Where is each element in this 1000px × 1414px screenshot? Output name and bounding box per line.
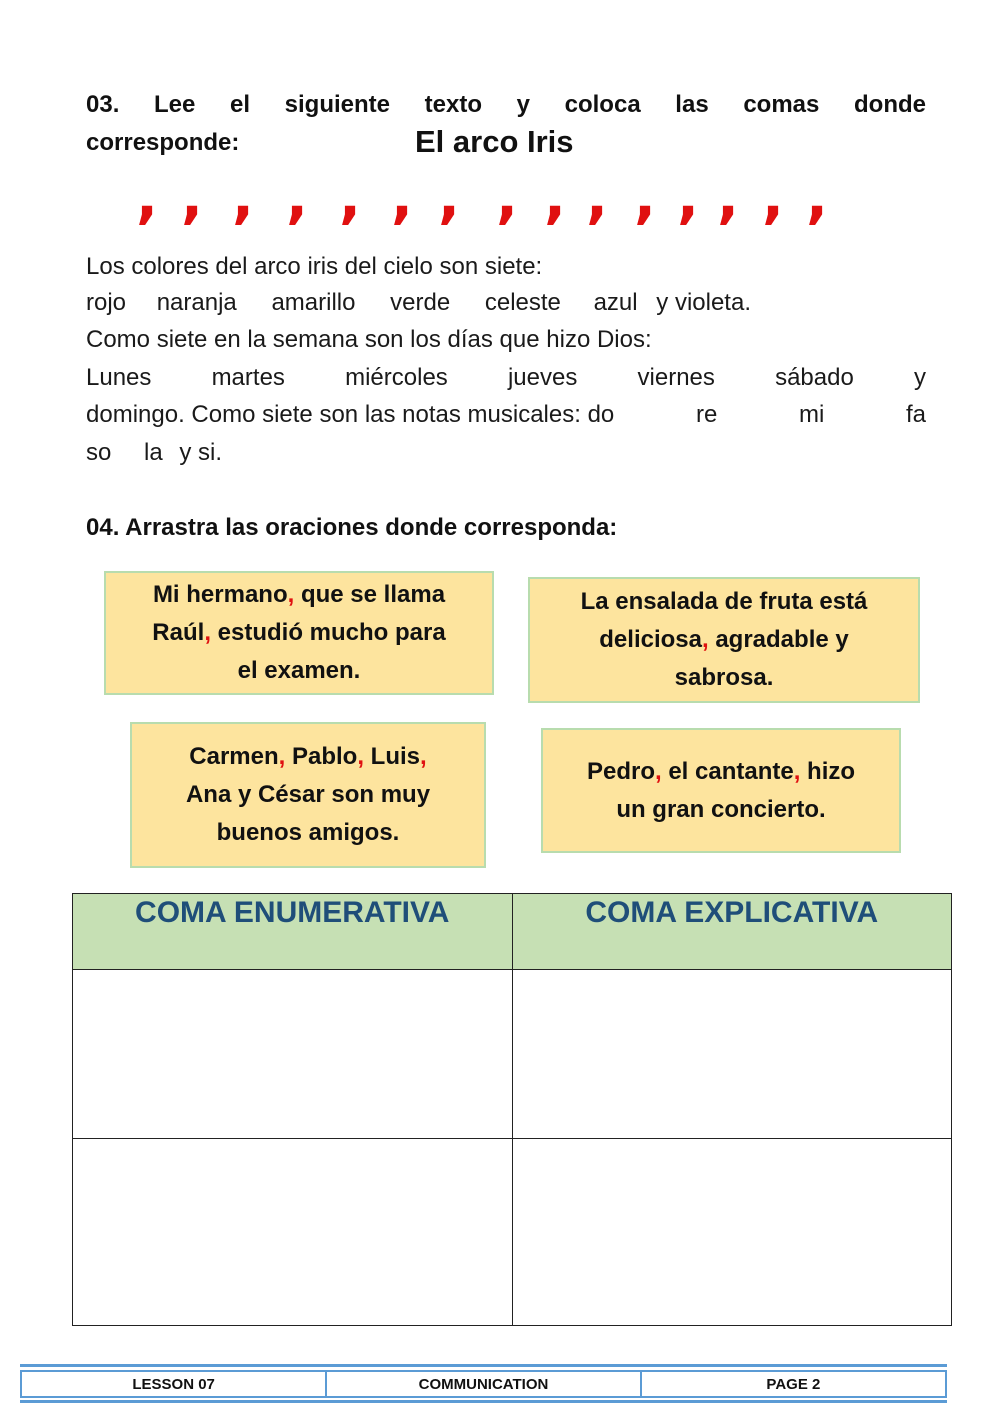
highlighted-comma: , xyxy=(654,757,662,785)
poem-word: naranja xyxy=(156,289,237,316)
drop-zone-enumerativa-2[interactable] xyxy=(73,1139,513,1326)
drop-zone-explicativa-2[interactable] xyxy=(512,1139,952,1326)
sentence-card-text xyxy=(581,583,868,697)
draggable-comma[interactable]: , xyxy=(634,163,657,231)
drop-zone-enumerativa-1[interactable] xyxy=(73,970,513,1139)
draggable-comma[interactable]: , xyxy=(391,163,414,231)
card-text: Ana y César son muy xyxy=(185,781,431,808)
footer-rule xyxy=(20,1400,947,1403)
card-text: buenos amigos. xyxy=(216,819,400,846)
highlighted-comma: , xyxy=(287,581,295,608)
highlighted-comma: , xyxy=(278,743,286,770)
card-text: agradable y xyxy=(708,626,849,653)
poem-word: amarillo xyxy=(271,289,356,316)
draggable-comma[interactable]: , xyxy=(339,163,362,231)
poem-word: y si. xyxy=(179,439,223,466)
draggable-comma[interactable]: , xyxy=(717,163,740,231)
highlighted-comma: , xyxy=(204,619,211,646)
exercise-4-title: 04. Arrastra las oraciones donde corresponda: xyxy=(86,514,618,541)
drop-zone-explicativa-1[interactable] xyxy=(512,970,952,1139)
draggable-comma[interactable]: , xyxy=(496,163,519,231)
card-text: La ensalada de fruta está xyxy=(580,588,868,615)
sentence-card-ensalada[interactable] xyxy=(528,577,920,703)
poem-word: verde xyxy=(390,289,451,316)
sentence-card-carmen[interactable] xyxy=(130,722,486,868)
footer-subject: COMMUNICATION xyxy=(326,1371,641,1397)
card-text: el cantante xyxy=(661,757,794,785)
poem-word: so xyxy=(86,439,112,466)
table-row xyxy=(73,970,952,1139)
poem-line xyxy=(86,396,926,434)
card-text: hizo xyxy=(800,757,856,785)
table-row xyxy=(73,1139,952,1326)
sentence-card-pedro[interactable] xyxy=(541,728,901,853)
highlighted-comma: , xyxy=(701,626,709,653)
card-text: Pedro xyxy=(586,757,655,785)
poem-word: Lunes xyxy=(86,364,152,391)
draggable-comma[interactable]: , xyxy=(544,163,567,231)
card-text: deliciosa xyxy=(599,626,702,653)
header-coma-enumerativa: COMA ENUMERATIVA xyxy=(73,894,513,970)
card-text: sabrosa. xyxy=(674,664,774,691)
poem-line: Los colores del arco iris del cielo son siete: xyxy=(86,253,543,280)
poem-line xyxy=(86,284,831,322)
card-text: Carmen xyxy=(189,743,279,770)
classification-table xyxy=(72,893,952,1326)
draggable-comma[interactable]: , xyxy=(762,163,785,231)
card-text: un gran concierto. xyxy=(616,795,826,823)
draggable-comma[interactable]: , xyxy=(586,163,609,231)
sentence-card-text xyxy=(152,576,445,690)
card-text: Mi hermano xyxy=(152,581,288,608)
poem-word: miércoles xyxy=(345,364,448,391)
exercise-3-title-continuation: corresponde: xyxy=(86,129,240,156)
poem-word: re xyxy=(695,401,718,428)
poem-word: fa xyxy=(905,401,926,428)
card-text: estudió mucho para xyxy=(210,619,446,646)
poem-word: azul xyxy=(593,289,638,316)
sentence-card-text xyxy=(186,738,430,852)
draggable-comma[interactable]: , xyxy=(181,163,204,231)
draggable-comma[interactable]: , xyxy=(136,163,159,231)
poem-word: jueves xyxy=(507,364,578,391)
footer-lesson: LESSON 07 xyxy=(21,1371,326,1397)
poem-word: domingo. Como siete son las notas musicales: do xyxy=(86,401,615,428)
footer-rule xyxy=(20,1364,947,1367)
table-header-row xyxy=(73,894,952,970)
highlighted-comma: , xyxy=(357,743,365,770)
poem-word: y violeta. xyxy=(656,289,751,316)
poem-line xyxy=(86,434,926,472)
card-text: Pablo xyxy=(285,743,358,770)
poem-title: El arco Iris xyxy=(415,124,574,159)
poem-word: martes xyxy=(211,364,285,391)
poem-word: viernes xyxy=(637,364,715,391)
card-text: que se llama xyxy=(294,581,446,608)
draggable-comma[interactable]: , xyxy=(806,163,829,231)
exercise-3-title: 03. Lee el siguiente texto y coloca las comas donde xyxy=(86,91,926,118)
poem-word: y xyxy=(913,364,926,391)
draggable-comma[interactable]: , xyxy=(232,163,255,231)
draggable-comma[interactable]: , xyxy=(438,163,461,231)
poem-word: sábado xyxy=(775,364,854,391)
poem-word: rojo xyxy=(86,289,127,316)
poem-line xyxy=(86,359,926,397)
header-coma-explicativa: COMA EXPLICATIVA xyxy=(512,894,952,970)
highlighted-comma: , xyxy=(793,757,801,785)
poem-word: mi xyxy=(798,401,825,428)
sentence-card-text xyxy=(587,753,855,829)
poem-word: celeste xyxy=(484,289,561,316)
highlighted-comma: , xyxy=(420,743,427,770)
page-footer xyxy=(20,1370,947,1398)
sentence-card-hermano[interactable] xyxy=(104,571,494,695)
poem-line: Como siete en la semana son los días que hizo Dios: xyxy=(86,326,652,353)
card-text: el examen. xyxy=(237,657,361,684)
draggable-comma[interactable]: , xyxy=(286,163,309,231)
card-text: Raúl xyxy=(152,619,205,646)
draggable-comma[interactable]: , xyxy=(677,163,700,231)
card-text: Luis xyxy=(364,743,421,770)
footer-page-number: PAGE 2 xyxy=(641,1371,946,1397)
poem-word: la xyxy=(144,439,163,466)
